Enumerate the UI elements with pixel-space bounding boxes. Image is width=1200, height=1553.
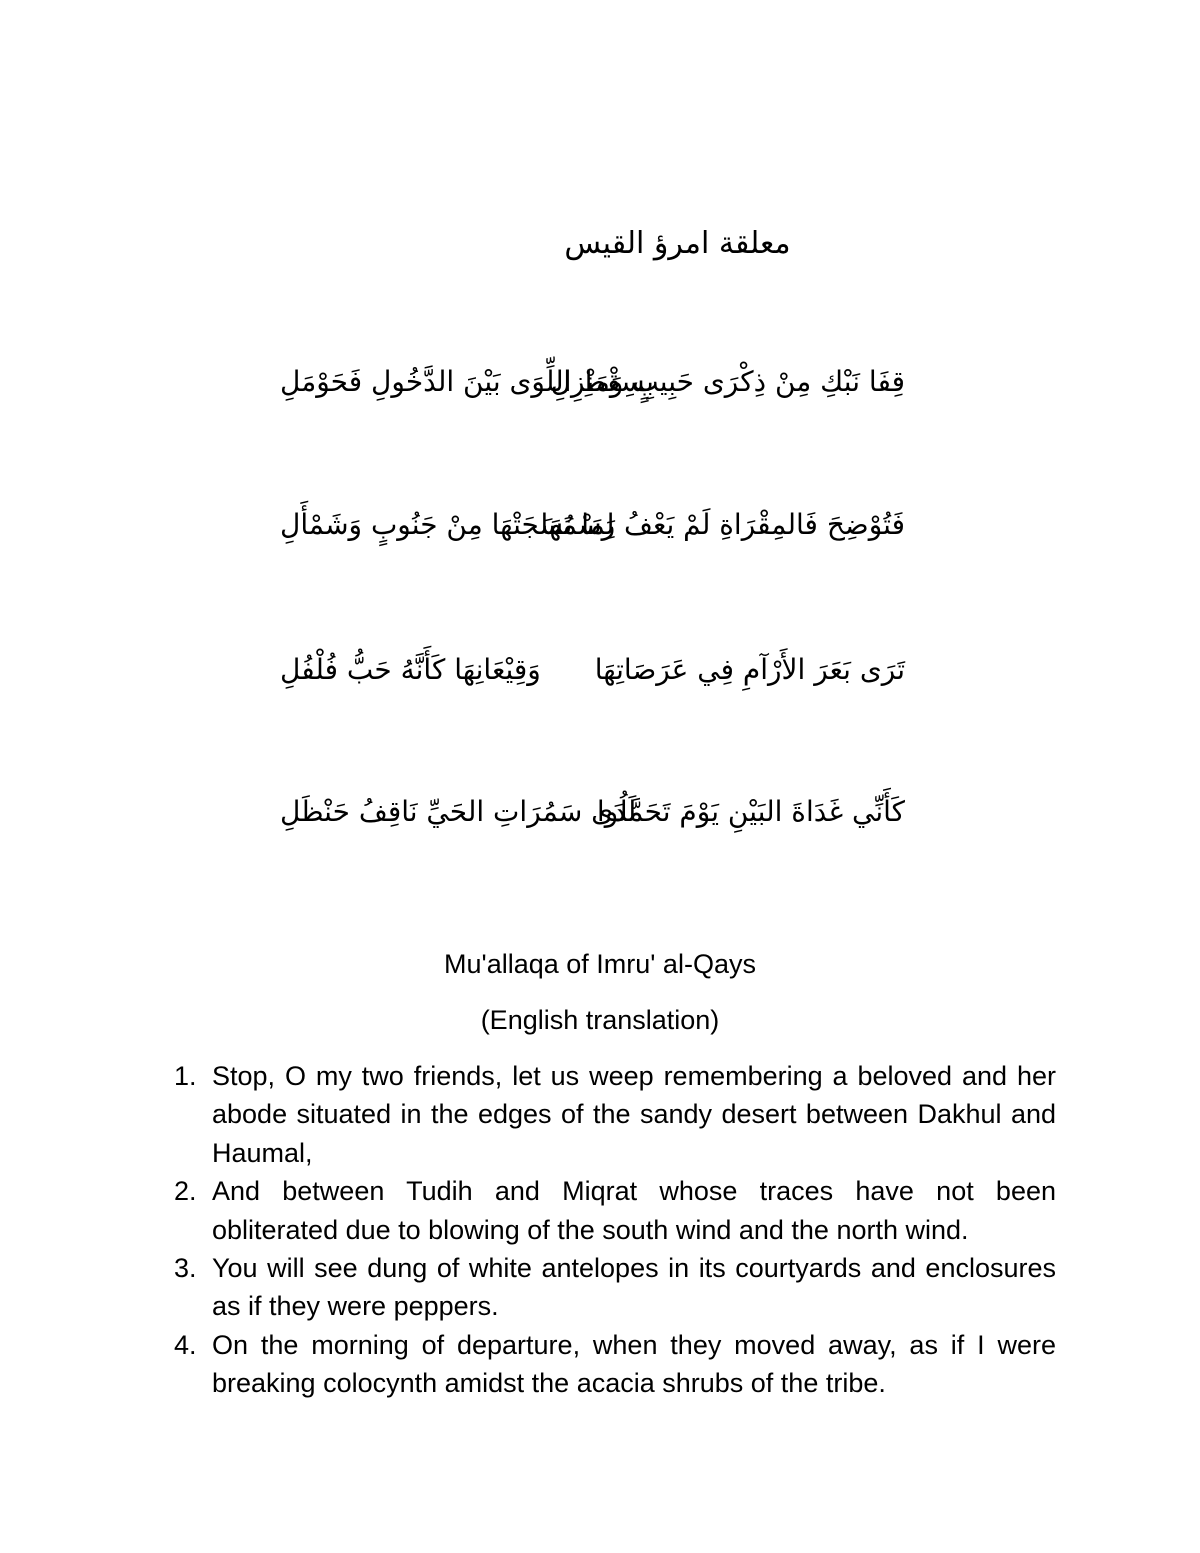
verse-3-first-hemistich: تَرَى بَعَرَ الأَرْآمِ فِي عَرَصَاتِهَا: [594, 653, 905, 686]
verse-1-second-hemistich: بِسِقْطِ اللِّوَى بَيْنَ الدَّخُولِ فَحَوْمَلِ: [280, 365, 654, 398]
english-subtitle: (English translation): [480, 1005, 720, 1035]
item-number: 3.: [174, 1253, 197, 1284]
item-text: And between Tudih and Miqrat whose traces have not been obliterated due to blowing of the south wind and the north wind.: [212, 1176, 1056, 1245]
verse-3-second-hemistich: وَقِيْعَانِهَا كَأَنَّهُ حَبُّ فُلْفُلِ: [280, 653, 541, 686]
arabic-verse-1: [280, 352, 905, 412]
translation-item: [164, 1249, 1056, 1326]
translation-list: [164, 1057, 1056, 1403]
arabic-verse-3: [280, 640, 905, 700]
item-number: 2.: [174, 1176, 197, 1207]
arabic-verse-2: [280, 495, 905, 555]
item-number: 4.: [174, 1329, 197, 1360]
verse-2-second-hemistich: لِمَا نَسَجَتْهَا مِنْ جَنُوبٍ وَشَمْأَلِ: [280, 508, 615, 541]
translation-item: [164, 1326, 1056, 1403]
item-text: Stop, O my two friends, let us weep remembering a beloved and her abode situated in the edges of the sandy desert between Dakhul and Haumal,: [212, 1061, 1056, 1168]
item-text: On the morning of departure, when they moved away, as if I were breaking colocynth amidst the acacia shrubs of the tribe.: [212, 1329, 1056, 1399]
verse-2-first-hemistich: فَتُوْضِحَ فَالمِقْرَاةِ لَمْ يَعْفُ رَسْمُهَا: [540, 508, 905, 541]
arabic-verse-4: [280, 782, 905, 842]
arabic-title: معلقة امرؤ القيس: [564, 226, 791, 261]
item-number: 1.: [174, 1061, 197, 1091]
verse-4-second-hemistich: لَدَى سَمُرَاتِ الحَيِّ نَاقِفُ حَنْظَلِ: [280, 795, 637, 828]
english-title: Mu'allaqa of Imru' al-Qays: [444, 949, 756, 979]
verse-4-first-hemistich: كَأَنِّي غَدَاةَ البَيْنِ يَوْمَ تَحَمَّلُوا: [596, 795, 905, 828]
translation-item: [164, 1057, 1056, 1172]
item-text: You will see dung of white antelopes in its courtyards and enclosures as if they were peppers.: [212, 1253, 1056, 1322]
verse-1-first-hemistich: قِفَا نَبْكِ مِنْ ذِكْرَى حَبِيبٍ وَمَنْزِلِ: [550, 365, 905, 398]
translation-item: [164, 1172, 1056, 1249]
